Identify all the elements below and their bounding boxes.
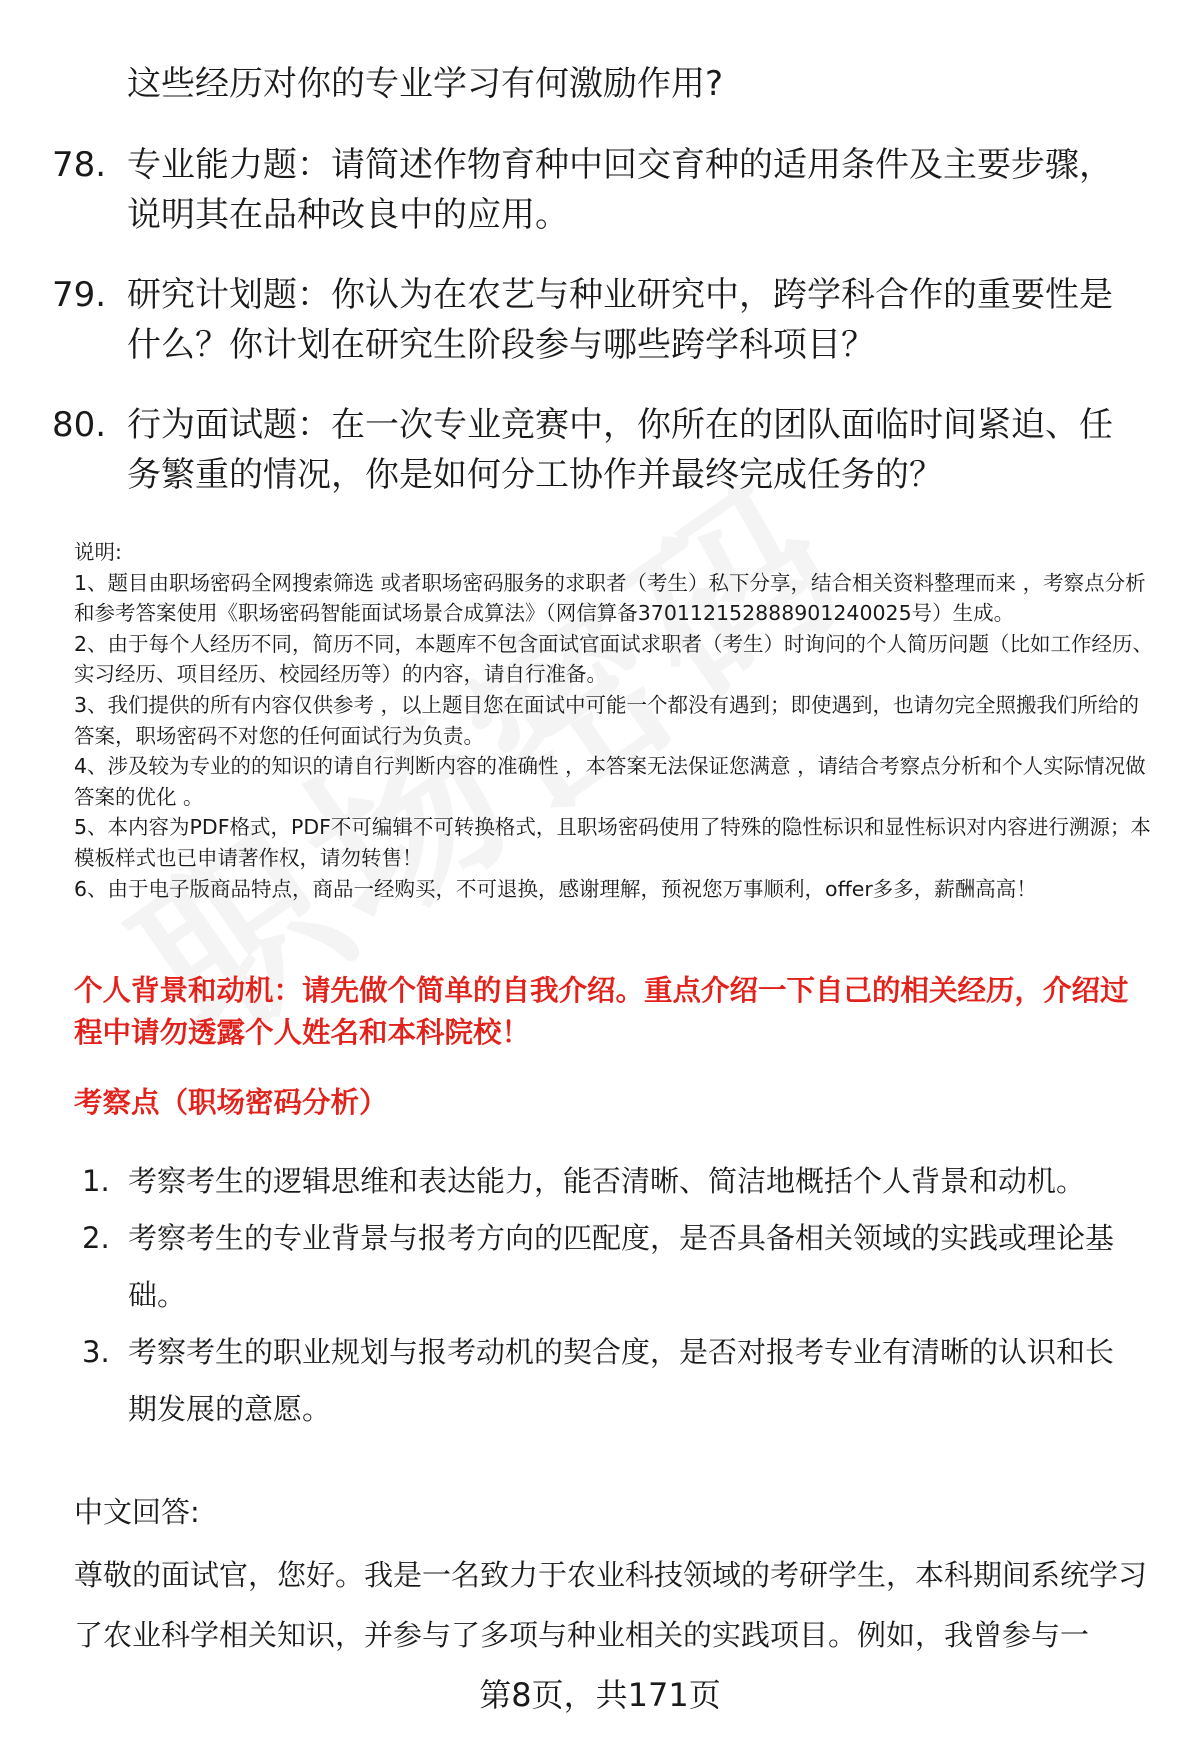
note-item: 2、由于每个人经历不同，简历不同，本题库不包含面试官面试求职者（考生）时询问的个人简历问题（比如工作经历、实习经历、项目经历、校园经历等）的内容，请自行准备。 xyxy=(74,631,1154,687)
question-item xyxy=(52,140,1152,240)
note-item: 4、涉及较为专业的的知识的请自行判断内容的准确性 ，本答案无法保证您满意 ，请结合考察点分析和个人实际情况做答案的优化 。 xyxy=(74,754,1146,809)
question-text: 专业能力题：请简述作物育种中回交育种的适用条件及主要步骤，说明其在品种改良中的应用。 xyxy=(127,145,1113,235)
note-item: 3、我们提供的所有内容仅供参考 ，以上题目您在面试中可能一个都没有遇到；即使遇到，也请勿完全照搬我们所给的答案，职场密码不对您的任何面试行为负责。 xyxy=(74,692,1140,748)
point-text: 考察考生的逻辑思维和表达能力，能否清晰、简洁地概括个人背景和动机。 xyxy=(128,1164,1086,1198)
notes-block xyxy=(74,537,1154,904)
question-text: 研究计划题：你认为在农艺与种业研究中，跨学科合作的重要性是什么？你计划在研究生阶段参与哪些跨学科项目？ xyxy=(127,275,1113,365)
assessment-point xyxy=(82,1210,1152,1324)
assessment-point xyxy=(82,1153,1152,1210)
point-number: 3. xyxy=(82,1335,110,1369)
answer-text: 尊敬的面试官，您好。我是一名致力于农业科技领域的考研学生，本科期间系统学习了农业科学相关知识，并参与了多项与种业相关的实践项目。例如，我曾参与一 xyxy=(74,1558,1148,1652)
point-number: 1. xyxy=(82,1164,110,1198)
section-heading: 个人背景和动机：请先做个简单的自我介绍。重点介绍一下自己的相关经历，介绍过程中请勿透露个人姓名和本科院校！ xyxy=(74,974,1129,1049)
page-number: 第8页，共171页 xyxy=(479,1676,721,1714)
question-number: 78. xyxy=(52,145,107,185)
question-text: 行为面试题：在一次专业竞赛中，你所在的团队面临时间紧迫、任务繁重的情况，你是如何分工协作并最终完成任务的？ xyxy=(127,405,1113,495)
note-item: 6、由于电子版商品特点，商品一经购买，不可退换，感谢理解，预祝您万事顺利，offer多多，薪酬高高！ xyxy=(74,876,1037,901)
question-list xyxy=(52,140,1152,530)
question-number: 80. xyxy=(52,405,107,445)
notes-title: 说明: xyxy=(74,540,122,564)
assessment-points xyxy=(82,1153,1152,1438)
question-item xyxy=(52,270,1152,370)
answer-label: 中文回答: xyxy=(74,1495,200,1529)
note-item: 1、题目由职场密码全网搜索筛选 或者职场密码服务的求职者（考生）私下分享，结合相关资料整理而来 ，考察点分析和参考答案使用《职场密码智能面试场景合成算法》（网信算备370112152888901240025号）生成。 xyxy=(74,570,1146,626)
point-number: 2. xyxy=(82,1221,110,1255)
point-text: 考察考生的职业规划与报考动机的契合度，是否对报考专业有清晰的认识和长期发展的意愿。 xyxy=(128,1335,1115,1426)
question-continuation: 这些经历对你的专业学习有何激励作用? xyxy=(127,64,724,104)
note-item: 5、本内容为PDF格式，PDF不可编辑不可转换格式，且职场密码使用了特殊的隐性标识和显性标识对内容进行溯源；本模板样式也已申请著作权，请勿转售！ xyxy=(74,815,1151,870)
question-item xyxy=(52,400,1152,500)
assessment-point xyxy=(82,1324,1152,1438)
point-text: 考察考生的专业背景与报考方向的匹配度，是否具备相关领域的实践或理论基础。 xyxy=(128,1221,1115,1312)
section-subheading: 考察点（职场密码分析） xyxy=(74,1086,388,1119)
question-number: 79. xyxy=(52,275,107,315)
